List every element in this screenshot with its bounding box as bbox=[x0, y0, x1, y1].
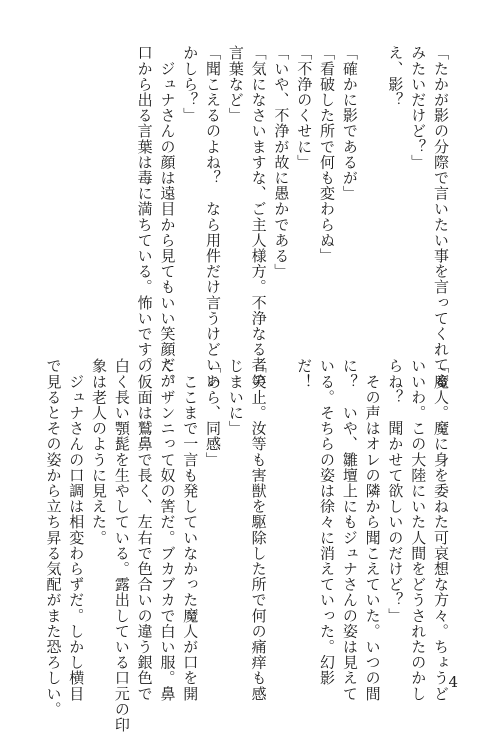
text-line: 言葉など」 bbox=[226, 45, 245, 123]
text-line: 「確かに影であるが」 bbox=[340, 45, 359, 201]
text-line: その声はオレの隣から聞こえていた。いつの間 bbox=[363, 358, 382, 702]
text-line: ここまで一言も発していなかった魔人が口を開 bbox=[181, 358, 200, 702]
text-line: え、影？ bbox=[386, 45, 405, 108]
page-number: 4 bbox=[448, 673, 458, 691]
text-block-bottom bbox=[42, 358, 452, 732]
text-line: 「たかが影の分際で言いたい事を言ってくれてる bbox=[432, 45, 450, 389]
text-line: 象は老人のように見えた。 bbox=[90, 358, 109, 546]
text-line: 「いや、不浄が故に愚かである」 bbox=[272, 45, 291, 279]
text-line: らね？ 聞かせて欲しいのだけど？」 bbox=[386, 358, 405, 624]
text-line: く。ザンニって奴の筈だ。ブカブカで白い服。鼻 bbox=[158, 358, 177, 702]
text-line: に？ いや、雛壇上にもジュナさんの姿は見えて bbox=[340, 358, 359, 702]
text-line: ジュナさんの口調は相変わらずだ。しかし横目 bbox=[67, 358, 86, 702]
text-line: いいわ。この大陸にいた人間をどうされたのかし bbox=[409, 358, 428, 702]
text-line: 「聞こえるのよね？ なら用件だけ言うけどいい bbox=[204, 45, 223, 389]
text-line: の仮面は鷲鼻で長く、左右で色合いの違う銀色で bbox=[135, 358, 154, 702]
text-line: みたいだけど？」 bbox=[409, 45, 428, 170]
text-line: だ！ bbox=[295, 358, 314, 390]
text-line: 「不浄のくせに」 bbox=[295, 45, 314, 170]
text-line: 「あら、同感」 bbox=[204, 358, 223, 468]
text-line: 「気になさいますな、ご主人様方。不浄なる者の bbox=[249, 45, 268, 389]
text-block-top bbox=[133, 45, 452, 389]
text-line: 「笑止。汝等も害獣を駆除した所で何の痛痒も感 bbox=[249, 358, 268, 702]
text-line: 白く長い顎髭を生やしている。露出している口元の印 bbox=[112, 358, 131, 732]
text-line: じまいに」 bbox=[226, 358, 245, 436]
blank-line bbox=[361, 45, 384, 335]
text-line: で見るとその姿から立ち昇る気配がまた恐ろしい。 bbox=[44, 358, 63, 717]
text-line: かしら？」 bbox=[181, 45, 200, 123]
text-line: 「看破した所で何も変わらぬ」 bbox=[318, 45, 337, 264]
text-line: いる。そちらの姿は徐々に消えていった。幻影 bbox=[318, 358, 337, 686]
text-line: ジュナさんの顔は遠目から見てもいい笑顔だが bbox=[158, 45, 177, 389]
blank-line bbox=[270, 358, 293, 680]
text-line: 口から出る言葉は毒に満ちている。怖いです。 bbox=[135, 45, 154, 373]
text-line: 「魔人。魔に身を委ねた可哀想な方々。ちょうど bbox=[432, 358, 450, 702]
